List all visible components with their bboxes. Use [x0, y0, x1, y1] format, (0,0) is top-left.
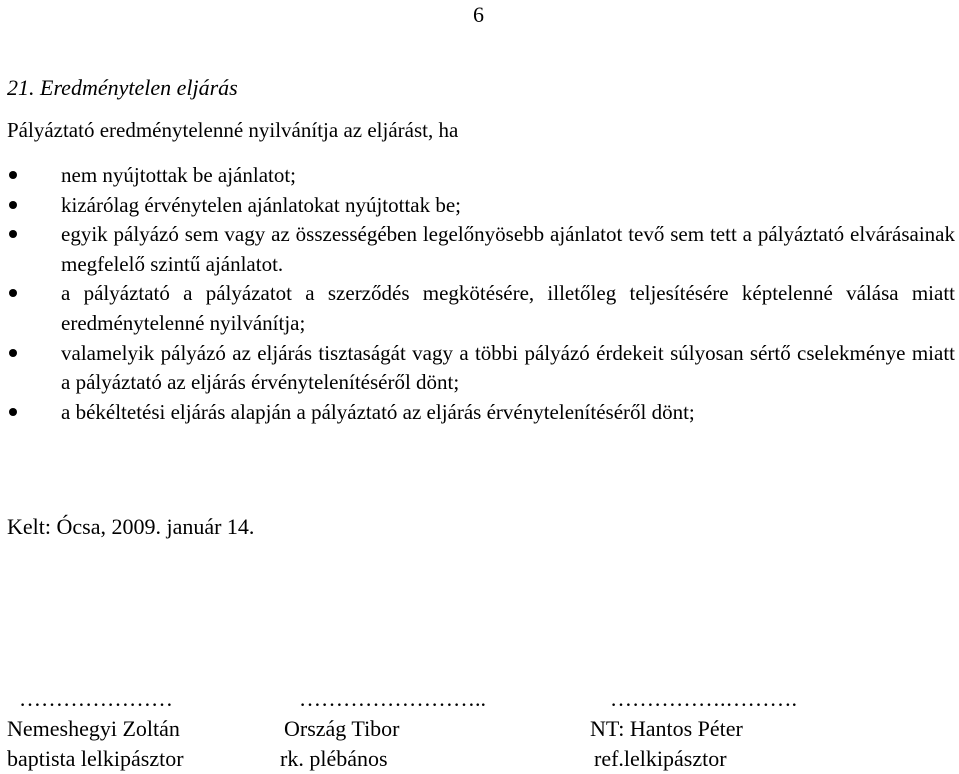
- list-item-text: egyik pályázó sem vagy az összességében legelőnyösebb ajánlatot tevő sem tett a pályáztató elvárásainak megfelelő szintű ajánlatot.: [61, 222, 955, 276]
- list-item: [0, 339, 955, 398]
- signatory-role: rk. plébános: [280, 746, 388, 771]
- bullet-icon: [9, 408, 17, 416]
- bullet-icon: [9, 171, 17, 179]
- bullet-icon: [9, 349, 17, 357]
- date-place-line: Kelt: Ócsa, 2009. január 14.: [7, 514, 255, 539]
- bullet-icon: [9, 289, 17, 297]
- page-number: 6: [473, 2, 484, 27]
- signatory-role: baptista lelkipásztor: [7, 746, 184, 771]
- list-item: [0, 398, 955, 428]
- signature-block-1: [7, 684, 184, 774]
- signature-line: ……………………..: [299, 686, 486, 711]
- bullet-icon: [9, 230, 17, 238]
- list-item-text: kizárólag érvénytelen ajánlatokat nyújtottak be;: [61, 192, 462, 217]
- list-item: [0, 161, 955, 191]
- signatory-role: ref.lelkipásztor: [594, 746, 727, 771]
- list-item: [0, 279, 955, 338]
- list-item-text: a pályáztató a pályázatot a szerződés megkötésére, illetőleg teljesítésére képtelenné válása miatt eredménytelenné nyilvánítja;: [61, 281, 955, 335]
- list-item: [0, 191, 955, 221]
- signature-line: …………………: [19, 686, 173, 711]
- list-item-text: nem nyújtottak be ajánlatot;: [61, 163, 297, 187]
- signature-block-3: [590, 684, 797, 774]
- list-item-text: valamelyik pályázó az eljárás tisztaságát vagy a többi pályázó érdekeit súlyosan sértő cselekménye miatt a pályáztató az eljárás érvénytelenítéséről dönt;: [61, 340, 955, 395]
- section-heading: 21. Eredménytelen eljárás: [7, 75, 238, 100]
- signature-block-2: [272, 684, 486, 774]
- list-item-text: a békéltetési eljárás alapján a pályáztató az eljárás érvénytelenítéséről dönt;: [61, 399, 695, 424]
- signature-line: …………….……….: [610, 686, 797, 711]
- signatory-name: NT: Hantos Péter: [590, 716, 743, 741]
- conditions-list: [0, 161, 959, 427]
- intro-paragraph: Pályáztató eredménytelenné nyilvánítja az eljárást, ha: [7, 118, 459, 142]
- signatory-name: Nemeshegyi Zoltán: [7, 716, 180, 741]
- signatory-name: Ország Tibor: [284, 716, 400, 741]
- bullet-icon: [9, 201, 17, 209]
- list-item: [0, 220, 955, 279]
